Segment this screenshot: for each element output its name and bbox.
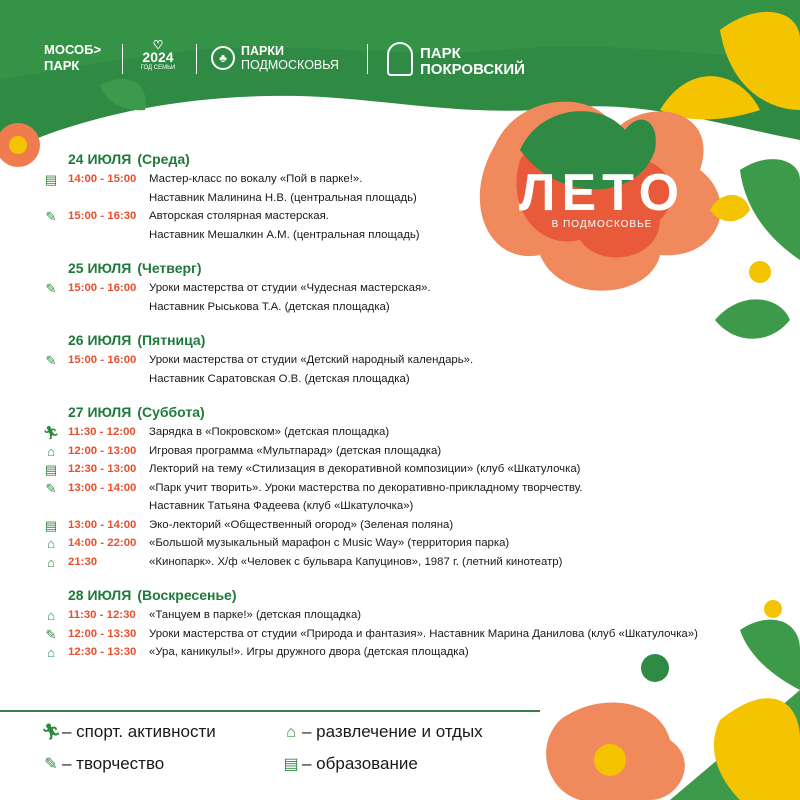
day-date: 24 ИЮЛЯ: [68, 151, 132, 167]
day-block: [40, 148, 800, 244]
event-text: Лекторий на тему «Стилизация в декоративной композиции» (клуб «Шкатулочка): [149, 463, 581, 475]
event-text: «Ура, каникулы!». Игры дружного двора (детская площадка): [149, 646, 469, 658]
event-text: Наставник Мешалкин А.М. (центральная площадь): [149, 228, 420, 241]
carousel-icon: ⌂: [47, 608, 55, 623]
leaf-circle-icon: ♣: [211, 46, 235, 70]
event-row: [40, 351, 800, 388]
carousel-icon: ⌂: [47, 645, 55, 660]
event-row: [40, 625, 800, 644]
logo-parki-sub: ПОДМОСКОВЬЯ: [241, 58, 339, 72]
book-icon: ▤: [44, 172, 58, 187]
event-text: Наставник Татьяна Фадеева (клуб «Шкатулочка»): [149, 500, 414, 512]
day-heading: [40, 148, 800, 170]
carousel-icon: ⌂: [47, 554, 55, 570]
day-block: [40, 257, 800, 316]
logo-mosob-sub: ПАРК: [44, 58, 80, 73]
event-row: [40, 460, 800, 479]
hero-title: ЛЕТО: [518, 164, 686, 222]
legend-divider: [0, 710, 540, 712]
legend-creativity: [40, 752, 164, 776]
event-row: [40, 442, 800, 461]
carousel-icon: ⌂: [47, 443, 55, 459]
logo-park-sub: ПОКРОВСКИЙ: [420, 61, 525, 78]
event-text: Уроки мастерства от студии «Чудесная мастерская».: [149, 282, 431, 294]
carousel-icon: ⌂: [47, 536, 55, 551]
event-text: Наставник Саратовская О.В. (детская площадка): [149, 372, 410, 385]
day-heading: [40, 401, 800, 423]
day-date: 26 ИЮЛЯ: [68, 332, 132, 348]
event-text: Уроки мастерства от студии «Детский народный календарь».: [149, 354, 474, 366]
event-text: Зарядка в «Покровском» (детская площадка): [149, 426, 390, 438]
legend-entertainment: [280, 720, 483, 744]
day-date: 25 ИЮЛЯ: [68, 260, 132, 276]
event-text: Уроки мастерства от студии «Природа и фантазия». Наставник Марина Данилова (клуб «Шкатулочка»): [149, 627, 698, 640]
event-text: Авторская столярная мастерская.: [149, 210, 329, 222]
palette-icon: ✎: [45, 626, 57, 642]
event-text: Мастер-класс по вокалу «Пой в парке!».: [149, 173, 363, 185]
logo-pokrovsky: [420, 46, 525, 78]
event-time: 13:00 - 14:00: [68, 518, 137, 531]
day-block: [40, 401, 800, 571]
event-time: 11:30 - 12:30: [68, 609, 136, 621]
event-time: 12:00 - 13:30: [68, 627, 137, 640]
legend-entertainment-label: – развлечение и отдых: [302, 722, 483, 741]
event-time: 12:30 - 13:30: [68, 646, 137, 658]
logo-2024: [136, 40, 180, 73]
runner-icon: 🏃︎: [42, 425, 60, 440]
day-weekday: (Четверг): [137, 260, 202, 276]
event-row: [40, 479, 800, 516]
hero-subtitle: В ПОДМОСКОВЬЕ: [551, 219, 653, 230]
day-heading: [40, 257, 800, 279]
palette-icon: ✎: [45, 209, 57, 224]
event-text: Наставник Рыськова Т.А. (детская площадка): [149, 300, 390, 313]
logo-park-text: ПАРК: [420, 45, 461, 62]
day-weekday: (Воскресенье): [137, 587, 237, 603]
heart-icon: ♡: [152, 38, 164, 52]
event-time: 15:00 - 16:00: [68, 282, 137, 294]
event-text: «Танцуем в парке!» (детская площадка): [149, 609, 362, 621]
carousel-icon: ⌂: [286, 724, 296, 741]
event-time: 14:00 - 15:00: [68, 173, 137, 185]
legend-education-label: – образование: [302, 754, 418, 773]
day-weekday: (Суббота): [137, 404, 205, 420]
book-icon: ▤: [44, 462, 58, 477]
park-emblem-icon: [387, 42, 413, 76]
logo-mosob-text: МОСОБ>: [44, 42, 102, 57]
day-heading: [40, 329, 800, 351]
event-time: 12:00 - 13:00: [68, 444, 137, 457]
event-time: 13:00 - 14:00: [68, 481, 137, 494]
logo-2024-text: 2024: [142, 49, 174, 65]
event-time: 14:00 - 22:00: [68, 537, 137, 549]
logo-divider-3: [367, 44, 368, 74]
event-time: 12:30 - 13:00: [68, 463, 137, 475]
event-row: [40, 279, 800, 316]
event-row: [40, 553, 800, 572]
day-block: [40, 329, 800, 388]
legend-education: [280, 752, 418, 776]
book-icon: ▤: [283, 756, 299, 773]
event-text: Наставник Малинина Н.В. (центральная площадь): [149, 191, 417, 204]
day-date: 28 ИЮЛЯ: [68, 587, 132, 603]
event-row: [40, 534, 800, 553]
event-time: 21:30: [68, 555, 98, 568]
event-row: [40, 170, 800, 207]
palette-icon: ✎: [44, 756, 58, 773]
event-text: «Парк учит творить». Уроки мастерства по декоративно-прикладному творчеству.: [149, 481, 583, 494]
day-block: [40, 584, 800, 662]
event-row: [40, 643, 800, 662]
schedule: [40, 148, 800, 675]
event-row: [40, 516, 800, 535]
logo-divider-2: [196, 44, 197, 74]
logo-divider: [122, 44, 123, 74]
day-heading: [40, 584, 800, 606]
day-date: 27 ИЮЛЯ: [68, 404, 132, 420]
day-weekday: (Пятница): [137, 332, 206, 348]
logo-parki: [241, 44, 339, 72]
event-text: Эко-лекторий «Общественный огород» (Зеленая поляна): [149, 518, 454, 531]
runner-icon: 🏃︎: [40, 724, 62, 741]
logo-parki-text: ПАРКИ: [241, 44, 284, 58]
event-row: [40, 207, 800, 244]
event-row: [40, 423, 800, 442]
logo-mosobpark: [44, 42, 101, 74]
palette-icon: ✎: [45, 480, 57, 496]
palette-icon: ✎: [45, 281, 57, 296]
legend-sport: [40, 720, 216, 744]
palette-icon: ✎: [45, 353, 57, 368]
event-time: 11:30 - 12:00: [68, 426, 136, 438]
event-text: «Кинопарк». Х/ф «Человек с бульвара Капуцинов», 1987 г. (летний кинотеатр): [149, 555, 563, 568]
event-time: 15:00 - 16:00: [68, 354, 137, 366]
day-weekday: (Среда): [137, 151, 190, 167]
logo-2024-sub: ГОД СЕМЬИ: [140, 65, 176, 71]
legend-sport-label: – спорт. активности: [62, 722, 216, 741]
event-text: «Большой музыкальный марафон с Music Way» (территория парка): [149, 537, 510, 549]
legend-creativity-label: – творчество: [62, 754, 165, 773]
event-row: [40, 606, 800, 625]
book-icon: ▤: [44, 517, 58, 533]
event-text: Игровая программа «Мультпарад» (детская площадка): [149, 444, 442, 457]
event-time: 15:00 - 16:30: [68, 210, 137, 222]
